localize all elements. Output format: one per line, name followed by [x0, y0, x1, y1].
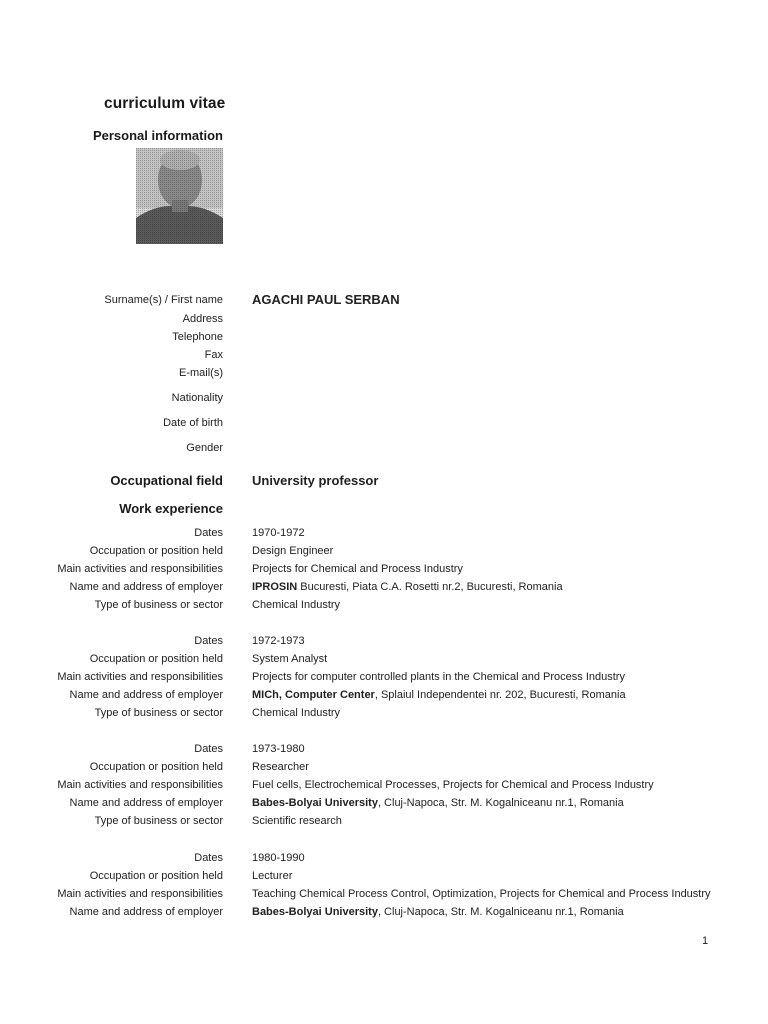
portrait-photo: [136, 148, 223, 244]
activities-label: Main activities and responsibilities: [57, 671, 223, 683]
field-row-gender: [0, 440, 768, 458]
activities-label: Main activities and responsibilities: [57, 779, 223, 791]
activities-label: Main activities and responsibilities: [57, 563, 223, 575]
position-value: System Analyst: [252, 653, 328, 665]
position-label: Occupation or position held: [89, 870, 223, 882]
employer-value: [252, 689, 626, 701]
dates-value: 1980-1990: [252, 852, 305, 864]
field-row-fax: [0, 347, 768, 365]
entry-3-sector-row: [0, 813, 768, 831]
field-label: Telephone: [172, 331, 223, 343]
position-value: Lecturer: [252, 870, 293, 882]
activities-value: Projects for Chemical and Process Industry: [252, 563, 463, 575]
entry-4-activities-row: [0, 886, 768, 904]
sector-label: Type of business or sector: [94, 599, 223, 611]
field-row-telephone: [0, 329, 768, 347]
entry-1-employer-row: [0, 579, 768, 597]
field-label: Surname(s) / First name: [104, 294, 223, 306]
sector-label: Type of business or sector: [94, 707, 223, 719]
entry-4-position-row: [0, 868, 768, 886]
field-row-nationality: [0, 390, 768, 408]
dates-value: 1970-1972: [252, 527, 305, 539]
work-experience-heading: Work experience: [119, 501, 223, 516]
employer-address: , Cluj-Napoca, Str. M. Kogalniceanu nr.1, Romania: [377, 906, 624, 918]
entry-2-dates-row: [0, 633, 768, 651]
field-row-address: [0, 311, 768, 329]
field-label: Date of birth: [163, 417, 223, 429]
field-label: Fax: [204, 349, 223, 361]
occupational-field-row: [0, 473, 768, 491]
position-value: Design Engineer: [252, 545, 334, 557]
employer-address: Bucuresti, Piata C.A. Rosetti nr.2, Bucuresti, Romania: [297, 581, 563, 593]
position-label: Occupation or position held: [89, 545, 223, 557]
field-row-email: [0, 365, 768, 383]
field-label: E-mail(s): [179, 367, 223, 379]
position-value: Researcher: [252, 761, 309, 773]
employer-name: MICh, Computer Center: [252, 689, 375, 701]
employer-value: [252, 797, 624, 809]
position-label: Occupation or position held: [89, 653, 223, 665]
entry-2-activities-row: [0, 669, 768, 687]
employer-label: Name and address of employer: [69, 797, 223, 809]
employer-name: Babes-Bolyai University: [252, 797, 378, 809]
field-label: Nationality: [171, 392, 223, 404]
dates-label: Dates: [194, 852, 223, 864]
dates-value: 1973-1980: [252, 743, 305, 755]
entry-3-employer-row: [0, 795, 768, 813]
sector-value: Chemical Industry: [252, 599, 341, 611]
entry-2-position-row: [0, 651, 768, 669]
occupational-field-value: University professor: [252, 473, 379, 488]
sector-value: Scientific research: [252, 815, 342, 827]
position-label: Occupation or position held: [89, 761, 223, 773]
field-row-name: [0, 292, 768, 310]
employer-name: IPROSIN: [252, 581, 298, 593]
entry-4-employer-row: [0, 904, 768, 922]
employer-label: Name and address of employer: [69, 689, 223, 701]
entry-1-position-row: [0, 543, 768, 561]
employer-label: Name and address of employer: [69, 906, 223, 918]
employer-name: Babes-Bolyai University: [252, 906, 378, 918]
dates-label: Dates: [194, 635, 223, 647]
employer-address: , Cluj-Napoca, Str. M. Kogalniceanu nr.1, Romania: [377, 797, 624, 809]
field-row-date-of-birth: [0, 415, 768, 433]
employer-value: [252, 906, 624, 918]
document-title: curriculum vitae: [104, 95, 226, 112]
sector-value: Chemical Industry: [252, 707, 341, 719]
dates-label: Dates: [194, 743, 223, 755]
activities-value: Teaching Chemical Process Control, Optimization, Projects for Chemical and Process Industry: [252, 888, 711, 900]
entry-2-employer-row: [0, 687, 768, 705]
entry-3-dates-row: [0, 741, 768, 759]
activities-label: Main activities and responsibilities: [57, 888, 223, 900]
activities-value: Fuel cells, Electrochemical Processes, Projects for Chemical and Process Industry: [252, 779, 654, 791]
dates-value: 1972-1973: [252, 635, 305, 647]
entry-1-activities-row: [0, 561, 768, 579]
field-label: Gender: [186, 442, 223, 454]
employer-value: [252, 581, 563, 593]
personal-information-heading: Personal information: [92, 128, 223, 143]
page-number: 1: [702, 935, 709, 947]
activities-value: Projects for computer controlled plants in the Chemical and Process Industry: [252, 671, 625, 683]
employer-label: Name and address of employer: [69, 581, 223, 593]
entry-1-dates-row: [0, 525, 768, 543]
employer-address: , Splaiul Independentei nr. 202, Bucuresti, Romania: [374, 689, 626, 701]
full-name: AGACHI PAUL SERBAN: [252, 292, 400, 307]
entry-1-sector-row: [0, 597, 768, 615]
dates-label: Dates: [194, 527, 223, 539]
sector-label: Type of business or sector: [94, 815, 223, 827]
entry-4-dates-row: [0, 850, 768, 868]
entry-3-position-row: [0, 759, 768, 777]
entry-3-activities-row: [0, 777, 768, 795]
field-label: Address: [182, 313, 223, 325]
occupational-field-label: Occupational field: [110, 473, 223, 488]
entry-2-sector-row: [0, 705, 768, 723]
